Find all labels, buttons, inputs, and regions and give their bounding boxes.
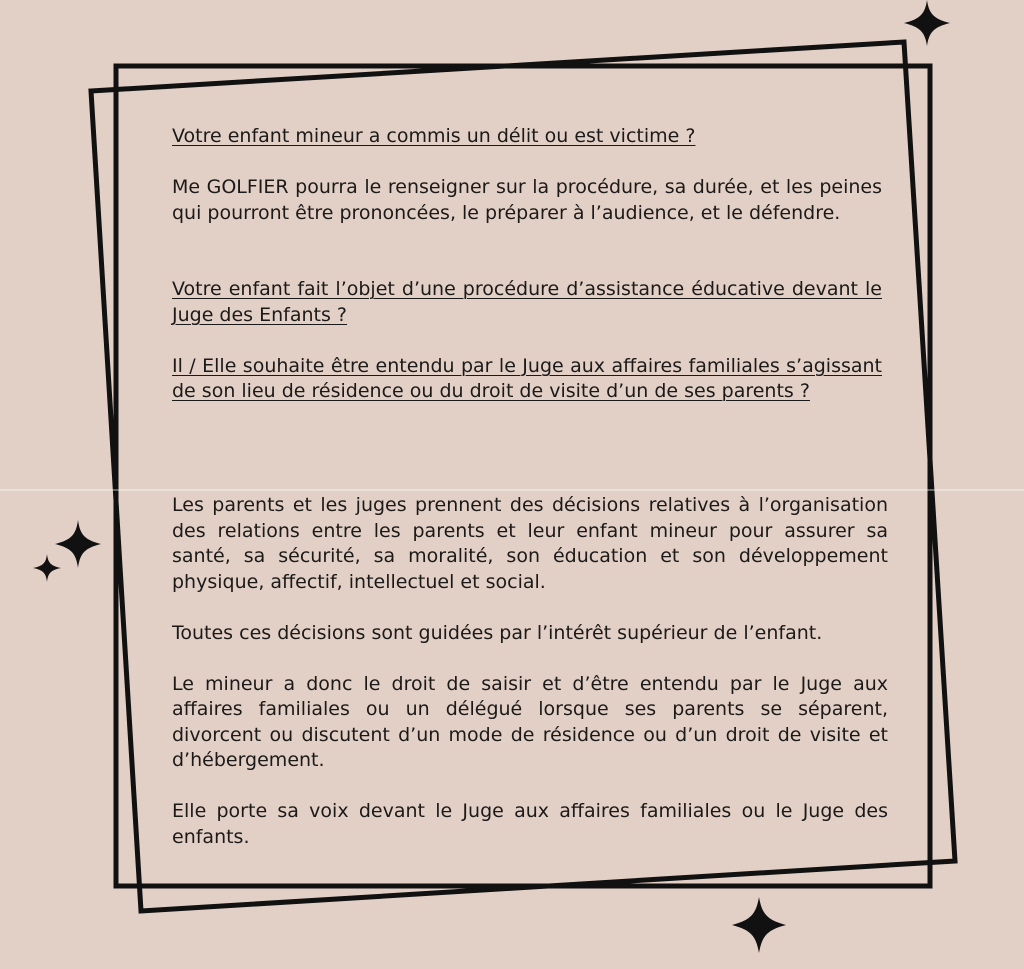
- question-minor-offense: Votre enfant mineur a commis un délit ou est victime ?: [172, 125, 696, 147]
- sparkle-icon: [732, 897, 786, 953]
- paragraph-voice: Elle porte sa voix devant le Juge aux affaires familiales ou le Juge des enfants.: [172, 800, 888, 848]
- paragraph-golfier: Me GOLFIER pourra le renseigner sur la procédure, sa durée, et les peines qui pourront être prononcées, le préparer à l’audience, et le défendre.: [172, 176, 882, 224]
- top-section: [172, 124, 882, 405]
- paragraph-minor-rights: Le mineur a donc le droit de saisir et d’être entendu par le Juge aux affaires familiales ou un délégué lorsque ses parents se séparent, divorcent ou discutent d’un mode de résidence ou d’un droit de visite et d’hébergement.: [172, 672, 888, 771]
- question-educational-assistance: Votre enfant fait l’objet d’une procédure d’assistance éducative devant le Juge des Enfants ?: [172, 278, 882, 326]
- paragraph-child-interest: Toutes ces décisions sont guidées par l’intérêt supérieur de l’enfant.: [172, 621, 823, 644]
- paragraph-parents-judges: Les parents et les juges prennent des décisions relatives à l’organisation des relations entre les parents et leur enfant mineur pour assurer sa santé, sa sécurité, sa moralité, son éducation et son développement physique, affectif, intellectuel et social.: [172, 494, 888, 593]
- sparkle-icon: [55, 520, 101, 568]
- bottom-section: [172, 493, 888, 850]
- sparkle-icon: [33, 554, 61, 582]
- image-seam: [0, 489, 1024, 491]
- sparkle-icon: [904, 0, 950, 46]
- question-family-judge: Il / Elle souhaite être entendu par le Juge aux affaires familiales s’agissant de son lieu de résidence ou du droit de visite d’un de ses parents ?: [172, 354, 882, 402]
